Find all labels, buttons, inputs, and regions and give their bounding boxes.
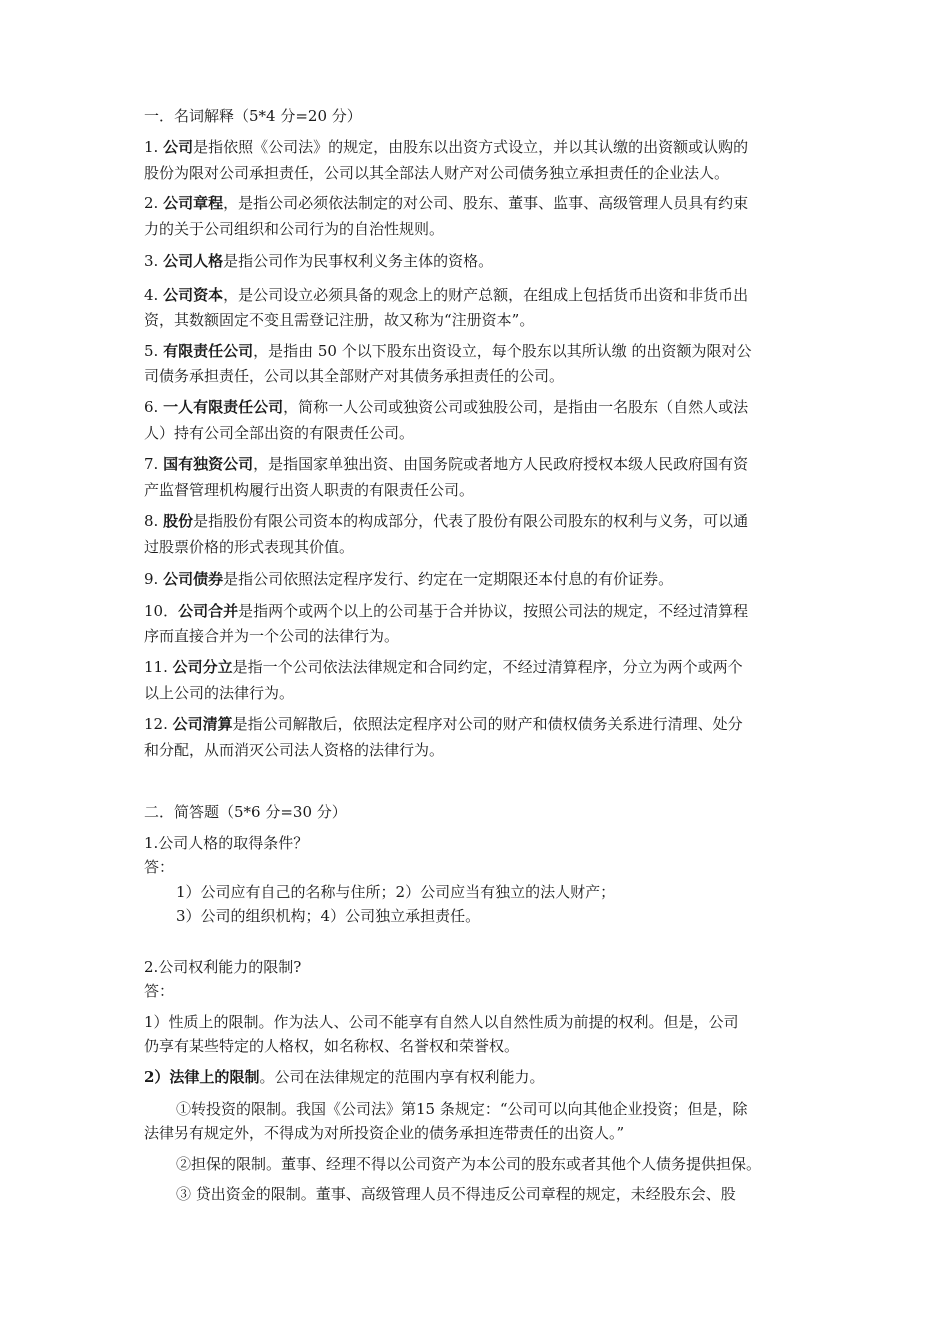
definition-text: 产监督管理机构履行出资人职责的有限责任公司。	[144, 481, 475, 499]
definition-text: 司债务承担责任，公司以其全部财产对其债务承担责任的公司。	[144, 367, 565, 385]
item-number: 3.	[144, 252, 164, 270]
term: 有限责任公司	[163, 342, 254, 360]
term: 公司章程	[163, 194, 224, 212]
answer-line: 仍享有某些特定的人格权，如名称权、名誉权和荣誉权。	[144, 1037, 520, 1055]
item-number: 10．	[144, 602, 179, 620]
definition-item-7	[144, 454, 748, 474]
item-number: 12.	[144, 715, 173, 733]
definition-text: 过股票价格的形式表现其价值。	[144, 538, 355, 556]
term: 公司清算	[172, 715, 233, 733]
answer-text: 。公司在法律规定的范围内享有权利能力。	[259, 1068, 545, 1086]
definition-text: 力的关于公司组织和公司行为的自治性规则。	[144, 220, 445, 238]
definition-item-10	[144, 601, 748, 621]
definition-item-3	[144, 251, 493, 271]
answer-line: 1）性质上的限制。作为法人、公司不能享有自然人以自然性质为前提的权利。但是，公司	[144, 1013, 739, 1031]
section2-heading: 二．简答题（5*6 分=30 分）	[144, 803, 347, 821]
term: 股份	[163, 512, 194, 530]
definition-item-12	[144, 714, 743, 734]
definition-item-1	[144, 137, 748, 157]
answer-point-title: 2）法律上的限制	[144, 1068, 260, 1086]
term: 公司债券	[163, 570, 224, 588]
section1-heading: 一．名词解释（5*4 分=20 分）	[144, 107, 362, 125]
item-number: 9.	[144, 570, 164, 588]
item-number: 4.	[144, 286, 164, 304]
definition-text: 是指公司作为民事权利义务主体的资格。	[223, 252, 494, 270]
term: 公司合并	[178, 602, 239, 620]
definition-text: ，是指国家单独出资、由国务院或者地方人民政府授权本级人民政府国有资	[253, 455, 749, 473]
definition-text: 人）持有公司全部出资的有限责任公司。	[144, 424, 415, 442]
definition-item-4	[144, 285, 748, 305]
item-number: 1.	[144, 138, 164, 156]
definition-text: 以上公司的法律行为。	[144, 684, 295, 702]
definition-text: ，简称一人公司或独资公司或独股公司，是指由一名股东（自然人或法	[283, 398, 749, 416]
question-1: 1.公司人格的取得条件？	[144, 834, 309, 852]
item-number: 7.	[144, 455, 164, 473]
definition-item-6	[144, 397, 748, 417]
definition-text: 是指股份有限公司资本的构成部分，代表了股份有限公司股东的权利与义务，可以通	[193, 512, 749, 530]
term: 公司	[163, 138, 194, 156]
definition-text: ，是指由 50 个以下股东出资设立，每个股东以其所认缴 的出资额为限对公	[253, 342, 752, 360]
item-number: 11.	[144, 658, 173, 676]
item-number: 5.	[144, 342, 164, 360]
definition-item-11	[144, 657, 743, 677]
definition-text: 是指两个或两个以上的公司基于合并协议，按照公司法的规定，不经过清算程	[238, 602, 749, 620]
answer-line: 法律另有规定外，不得成为对所投资企业的债务承担连带责任的出资人。”	[144, 1124, 625, 1142]
item-number: 8.	[144, 512, 164, 530]
answer-line: ③ 贷出资金的限制。董事、高级管理人员不得违反公司章程的规定，未经股东会、股	[176, 1185, 736, 1203]
definition-text: ，是公司设立必须具备的观念上的财产总额，在组成上包括货币出资和非货币出	[223, 286, 749, 304]
answer-line: ①转投资的限制。我国《公司法》第15 条规定：“公司可以向其他企业投资；但是，除	[176, 1100, 748, 1118]
definition-item-2	[144, 193, 748, 213]
term: 公司资本	[163, 286, 224, 304]
definition-text: 股份为限对公司承担责任，公司以其全部法人财产对公司债务独立承担责任的企业法人。	[144, 164, 730, 182]
question-2: 2.公司权利能力的限制?	[144, 958, 302, 976]
definition-text: 是指一个公司依法法律规定和合同约定，不经过清算程序，分立为两个或两个	[232, 658, 743, 676]
answer-point-2	[144, 1067, 544, 1087]
answer-line: 3）公司的组织机构；4）公司独立承担责任。	[176, 907, 481, 925]
definition-text: 是指依照《公司法》的规定，由股东以出资方式设立，并以其认缴的出资额或认购的	[193, 138, 749, 156]
definition-text: 是指公司解散后，依照法定程序对公司的财产和债权债务关系进行清理、处分	[232, 715, 743, 733]
item-number: 6.	[144, 398, 164, 416]
term: 公司分立	[172, 658, 233, 676]
definition-item-9	[144, 569, 673, 589]
item-number: 2.	[144, 194, 164, 212]
answer-label: 答：	[144, 982, 175, 1000]
definition-text: 序而直接合并为一个公司的法律行为。	[144, 627, 400, 645]
term: 国有独资公司	[163, 455, 254, 473]
definition-text: ，是指公司必须依法制定的对公司、股东、董事、监事、高级管理人员具有约束	[223, 194, 749, 212]
term: 公司人格	[163, 252, 224, 270]
answer-label: 答：	[144, 858, 175, 876]
answer-line: ②担保的限制。董事、经理不得以公司资产为本公司的股东或者其他个人债务提供担保。	[176, 1155, 762, 1173]
definition-item-5	[144, 341, 752, 361]
definition-text: 和分配，从而消灭公司法人资格的法律行为。	[144, 741, 445, 759]
definition-item-8	[144, 511, 748, 531]
definition-text: 是指公司依照法定程序发行、约定在一定期限还本付息的有价证券。	[223, 570, 674, 588]
definition-text: 资，其数额固定不变且需登记注册，故又称为“注册资本”。	[144, 311, 535, 329]
term: 一人有限责任公司	[163, 398, 284, 416]
answer-line: 1）公司应有自己的名称与住所；2）公司应当有独立的法人财产；	[176, 883, 616, 901]
